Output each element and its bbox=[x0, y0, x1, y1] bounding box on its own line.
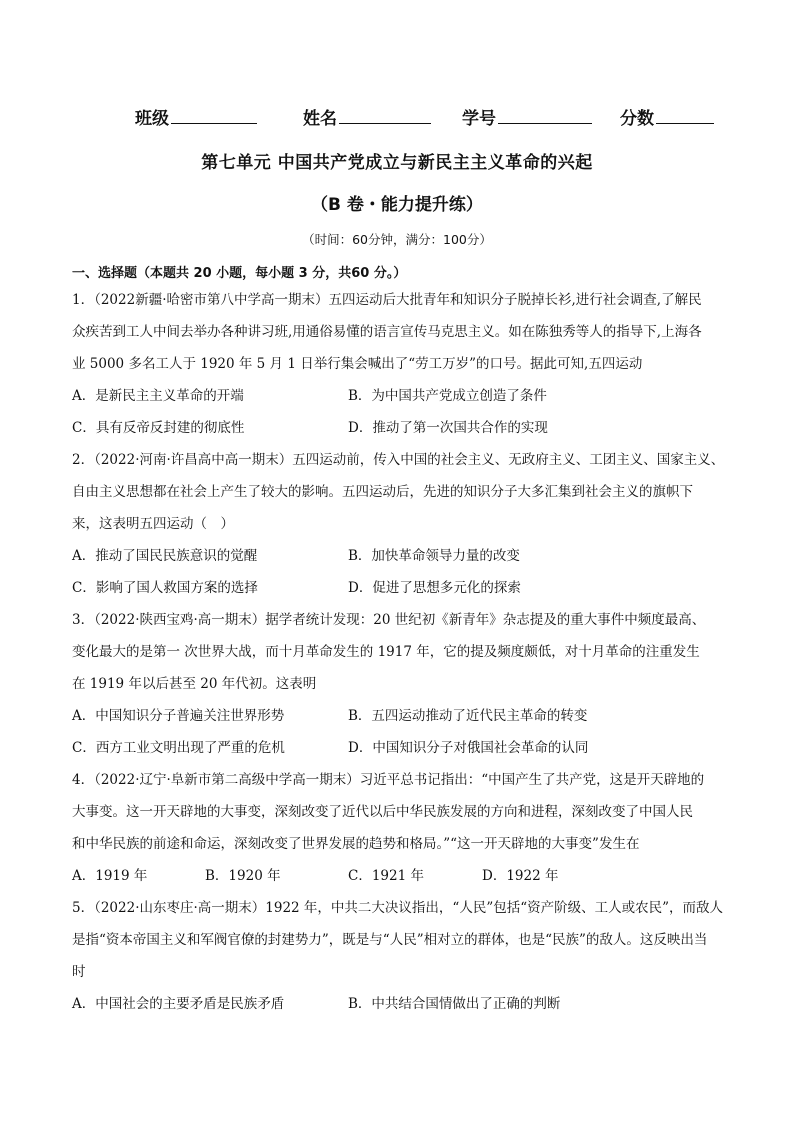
question-2-line-1: 2．（2022·河南·许昌高中高一期末）五四运动前，传入中国的社会主义、无政府主义、工团主义、国家主义、 bbox=[72, 452, 725, 468]
question-3-line-3: 在 1919 年以后甚至 20 年代初。这表明 bbox=[72, 676, 317, 692]
question-3-line-2: 变化最大的是第一 次世界大战，而十月革命发生的 1917 年，它的提及频度颇低，对十月革命的注重发生 bbox=[72, 644, 700, 660]
question-5-line-2: 是指“资本帝国主义和军阀官僚的封建势力”，既是与“人民”相对立的群体，也是“民族”的敌人。这反映出当 bbox=[72, 932, 708, 948]
section-heading: 一、选择题（本题共 20 小题，每小题 3 分，共60 分。） bbox=[72, 266, 407, 281]
question-4-option-b: B．1920 年 bbox=[205, 868, 281, 884]
student-id-blank bbox=[498, 105, 592, 124]
paper-subtitle: （B 卷・能力提升练） bbox=[311, 195, 483, 215]
question-4-option-c: C．1921 年 bbox=[348, 868, 424, 884]
score-field bbox=[620, 104, 714, 129]
name-label: 姓名 bbox=[303, 109, 337, 129]
question-3-option-c: C．西方工业文明出现了严重的危机 bbox=[72, 740, 285, 756]
name-field bbox=[303, 104, 431, 129]
question-1-line-3: 业 5000 多名工人于 1920 年 5 月 1 日举行集会喊出了“劳工万岁”的口号。据此可知,五四运动 bbox=[72, 356, 643, 372]
question-5-line-1: 5．（2022·山东枣庄·高一期末）1922 年，中共二大决议指出，“人民”包括“资产阶级、工人或农民”，而敌人 bbox=[72, 900, 724, 916]
question-4-line-1: 4．（2022·辽宁·阜新市第二高级中学高一期末）习近平总书记指出：“中国产生了共产党，这是开天辟地的 bbox=[72, 772, 705, 788]
student-id-field bbox=[462, 104, 592, 129]
class-blank bbox=[171, 105, 257, 124]
question-5-option-a: A．中国社会的主要矛盾是民族矛盾 bbox=[72, 996, 285, 1012]
question-2-line-2: 自由主义思想都在社会上产生了较大的影响。五四运动后，先进的知识分子大多汇集到社会主义的旗帜下 bbox=[72, 484, 693, 500]
question-3-option-b: B．五四运动推动了近代民主革命的转变 bbox=[348, 708, 588, 724]
question-5-line-3: 时 bbox=[72, 964, 86, 980]
question-2-option-b: B．加快革命领导力量的改变 bbox=[348, 548, 520, 564]
question-2-line-3: 来，这表明五四运动（ ） bbox=[72, 516, 234, 532]
question-1-option-b: B．为中国共产党成立创造了条件 bbox=[348, 388, 547, 404]
question-3-line-1: 3．（2022·陕西宝鸡·高一期末）据学者统计发现：20 世纪初《新青年》杂志提及的重大事件中频度最高、 bbox=[72, 612, 706, 628]
question-4-option-d: D．1922 年 bbox=[482, 868, 559, 884]
question-2-option-c: C．影响了国人救国方案的选择 bbox=[72, 580, 258, 596]
score-blank bbox=[656, 105, 714, 124]
question-4-option-a: A．1919 年 bbox=[72, 868, 148, 884]
time-info: （时间：60分钟，满分：100分） bbox=[302, 232, 492, 247]
question-4-line-2: 大事变。这一开天辟地的大事变，深刻改变了近代以后中华民族发展的方向和进程，深刻改变了中国人民 bbox=[72, 804, 693, 820]
question-4-line-3: 和中华民族的前途和命运，深刻改变了世界发展的趋势和格局。”“这一开天辟地的大事变”发生在 bbox=[72, 836, 640, 852]
question-1-option-d: D．推动了第一次国共合作的实现 bbox=[348, 420, 548, 436]
question-1-line-1: 1．（2022新疆·哈密市第八中学高一期末）五四运动后大批青年和知识分子脱掉长衫,进行社会调查,了解民 bbox=[72, 292, 702, 308]
score-label: 分数 bbox=[620, 109, 654, 129]
question-1-option-a: A．是新民主主义革命的开端 bbox=[72, 388, 244, 404]
name-blank bbox=[339, 105, 431, 124]
question-2-option-d: D．促进了思想多元化的探索 bbox=[348, 580, 521, 596]
question-1-line-2: 众疾苦到工人中间去举办各种讲习班,用通俗易懂的语言宣传马克思主义。如在陈独秀等人的指导下,上海各 bbox=[72, 324, 702, 340]
unit-title: 第七单元 中国共产党成立与新民主主义革命的兴起 bbox=[201, 153, 593, 173]
question-3-option-d: D．中国知识分子对俄国社会革命的认同 bbox=[348, 740, 589, 756]
question-2-option-a: A．推动了国民民族意识的觉醒 bbox=[72, 548, 258, 564]
question-1-option-c: C．具有反帝反封建的彻底性 bbox=[72, 420, 245, 436]
student-id-label: 学号 bbox=[462, 109, 496, 129]
question-3-option-a: A．中国知识分子普遍关注世界形势 bbox=[72, 708, 285, 724]
question-5-option-b: B．中共结合国情做出了正确的判断 bbox=[348, 996, 561, 1012]
class-label: 班级 bbox=[135, 109, 169, 129]
student-info-row bbox=[135, 104, 725, 130]
class-field bbox=[135, 104, 257, 129]
